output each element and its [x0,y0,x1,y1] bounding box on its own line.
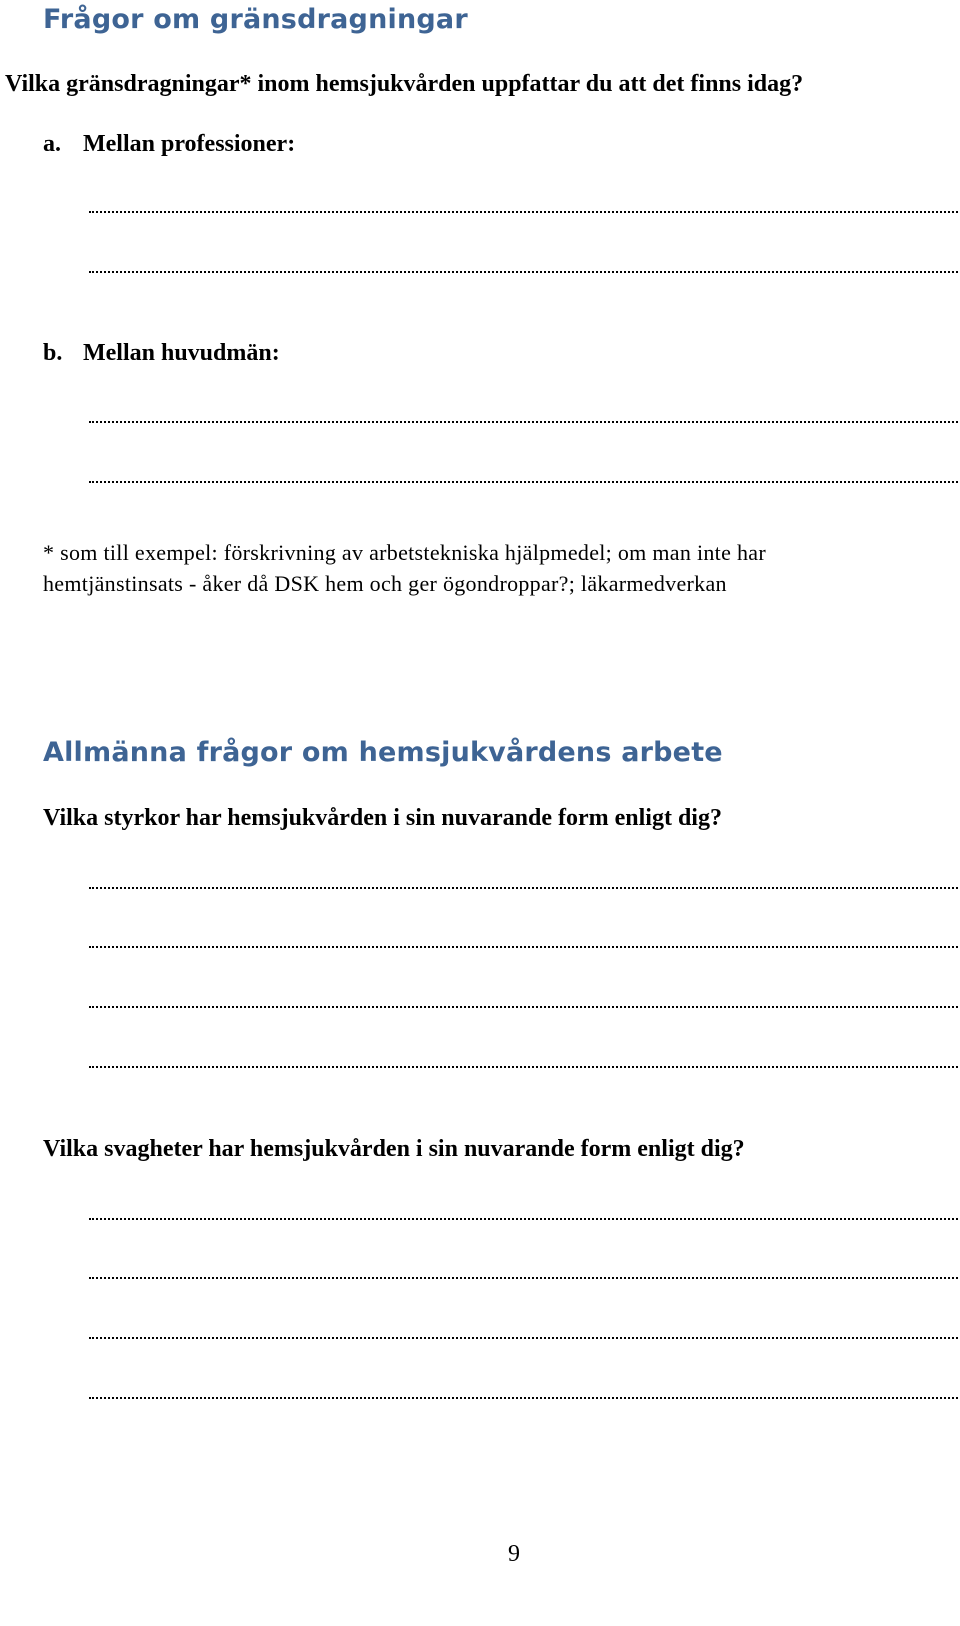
footnote-line-2: hemtjänstinsats - åker då DSK hem och ger ögondroppar?; läkarmedverkan [43,571,727,596]
section-heading-general: Allmänna frågor om hemsjukvårdens arbete [43,737,723,768]
footnote-line-1: * som till exempel: förskrivning av arbetstekniska hjälpmedel; om man inte har [43,540,766,565]
item-b-label: Mellan huvudmän: [83,340,280,366]
section-heading-boundaries: Frågor om gränsdragningar [43,4,468,35]
question-boundaries: Vilka gränsdragningar* inom hemsjukvården uppfattar du att det finns idag? [5,71,804,97]
item-a-marker: a. [43,131,61,157]
answer-line-a2[interactable] [89,271,958,273]
answer-line-a1[interactable] [89,211,958,213]
item-a-label: Mellan professioner: [83,131,296,157]
question-weaknesses: Vilka svagheter har hemsjukvården i sin nuvarande form enligt dig? [43,1136,745,1162]
answer-line-strengths-2[interactable] [89,946,958,948]
answer-line-b1[interactable] [89,421,958,423]
page-number: 9 [508,1541,520,1567]
answer-line-b2[interactable] [89,481,958,483]
answer-line-weaknesses-2[interactable] [89,1277,958,1279]
answer-line-weaknesses-1[interactable] [89,1218,958,1220]
answer-line-weaknesses-4[interactable] [89,1397,958,1399]
answer-line-strengths-3[interactable] [89,1006,958,1008]
item-b-marker: b. [43,340,63,366]
answer-line-strengths-4[interactable] [89,1066,958,1068]
question-strengths: Vilka styrkor har hemsjukvården i sin nuvarande form enligt dig? [43,805,722,831]
answer-line-strengths-1[interactable] [89,887,958,889]
answer-line-weaknesses-3[interactable] [89,1337,958,1339]
